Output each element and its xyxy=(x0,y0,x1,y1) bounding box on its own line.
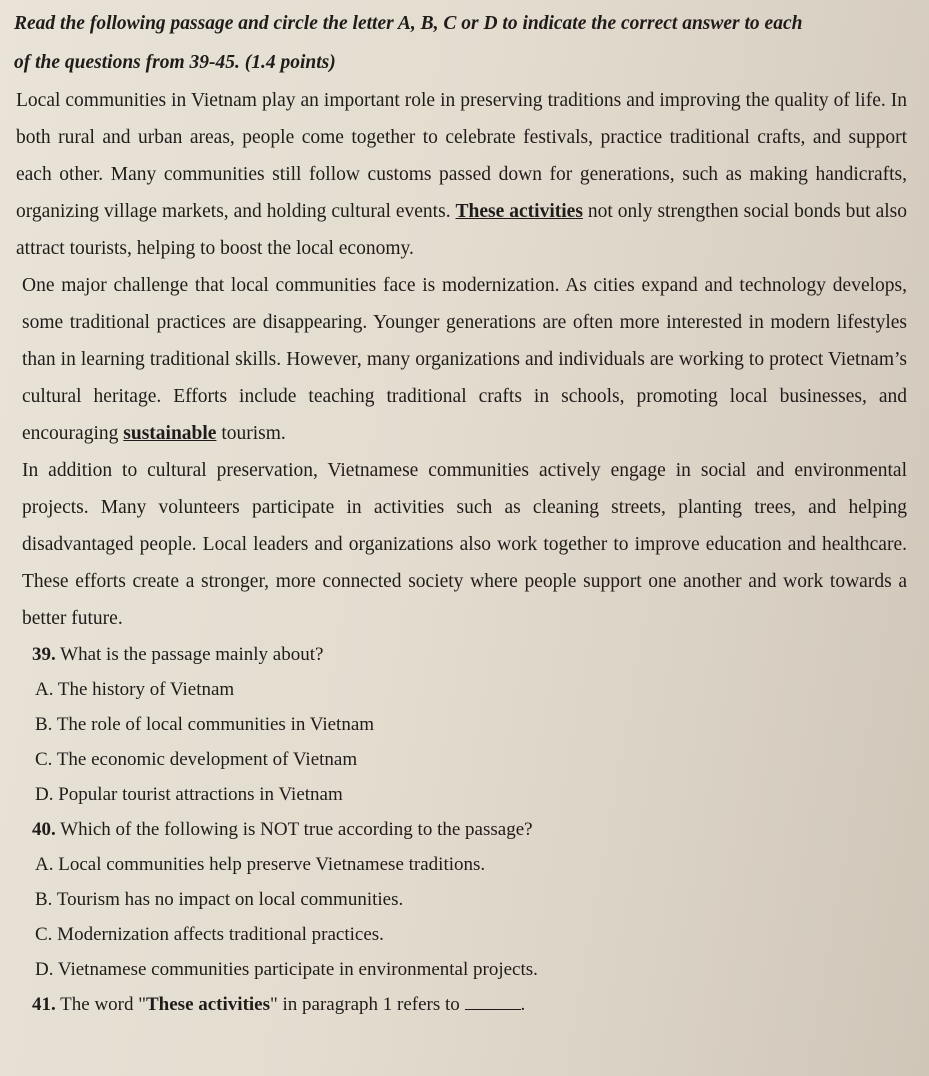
instruction-line-1: Read the following passage and circle the letter A, B, C or D to indicate the correct answer to each xyxy=(14,13,803,34)
question-text: What is the passage mainly about? xyxy=(55,644,324,665)
instruction-heading xyxy=(14,0,907,82)
question-number: 41. xyxy=(32,994,56,1015)
question-40-option-d[interactable]: D. Vietnamese communities participate in environmental projects. xyxy=(35,959,538,980)
questions-section xyxy=(14,637,907,1022)
question-39-option-a[interactable]: A. The history of Vietnam xyxy=(35,679,235,700)
paragraph-1-text-end: not only strengthen social bonds but also attract tourists, helping to boost the local economy. xyxy=(16,201,907,259)
passage-paragraph-1 xyxy=(14,82,907,267)
question-number: 40. xyxy=(32,819,56,840)
question-39-option-d[interactable]: D. Popular tourist attractions in Vietnam xyxy=(35,784,343,805)
paragraph-2-text: One major challenge that local communities face is modernization. As cities expand and technology develops, some traditional practices are disappearing. Younger generations are often more interested in modern lifestyles than in learning traditional skills. However, many organizations and individuals are working to protect Vietnam’s cultural heritage. Efforts include teaching traditional crafts in schools, promoting local businesses, and encouraging xyxy=(22,275,907,444)
passage-paragraph-2 xyxy=(14,267,907,452)
question-40-option-a[interactable]: A. Local communities help preserve Vietnamese traditions. xyxy=(35,854,486,875)
underlined-phrase-these-activities: These activities xyxy=(455,201,583,222)
question-39 xyxy=(32,637,907,672)
question-quoted-phrase: These activities xyxy=(146,994,271,1015)
paragraph-2-text-end: tourism. xyxy=(216,423,286,444)
question-text: The word " xyxy=(55,994,146,1015)
paragraph-1-text: Local communities in Vietnam play an important role in preserving traditions and improving the quality of life. In both rural and urban areas, people come together to celebrate festivals, practice traditional crafts, and support each other. Many communities still follow customs passed down for generations, such as making handicrafts, organizing village markets, and holding cultural events. xyxy=(16,90,907,222)
instruction-line-2: of the questions from 39-45. (1.4 points) xyxy=(14,52,336,73)
question-39-option-c[interactable]: C. The economic development of Vietnam xyxy=(35,749,358,770)
question-39-option-b[interactable]: B. The role of local communities in Vietnam xyxy=(35,714,375,735)
answer-blank[interactable] xyxy=(465,995,521,1010)
underlined-word-sustainable: sustainable xyxy=(123,423,217,444)
blank-end-mark: . xyxy=(520,994,526,1015)
question-text-end: " in paragraph 1 refers to xyxy=(270,994,465,1015)
question-40-option-c[interactable]: C. Modernization affects traditional practices. xyxy=(35,924,384,945)
question-41 xyxy=(32,987,907,1022)
question-40-option-b[interactable]: B. Tourism has no impact on local communities. xyxy=(35,889,404,910)
question-number: 39. xyxy=(32,644,56,665)
question-text: Which of the following is NOT true according to the passage? xyxy=(55,819,533,840)
question-40 xyxy=(32,812,907,847)
passage-paragraph-3: In addition to cultural preservation, Vietnamese communities actively engage in social and environmental projects. Many volunteers participate in activities such as cleaning streets, planting trees, and helping disadvantaged people. Local leaders and organizations also work together to improve education and healthcare. These efforts create a stronger, more connected society where people support one another and work towards a better future. xyxy=(22,460,907,629)
